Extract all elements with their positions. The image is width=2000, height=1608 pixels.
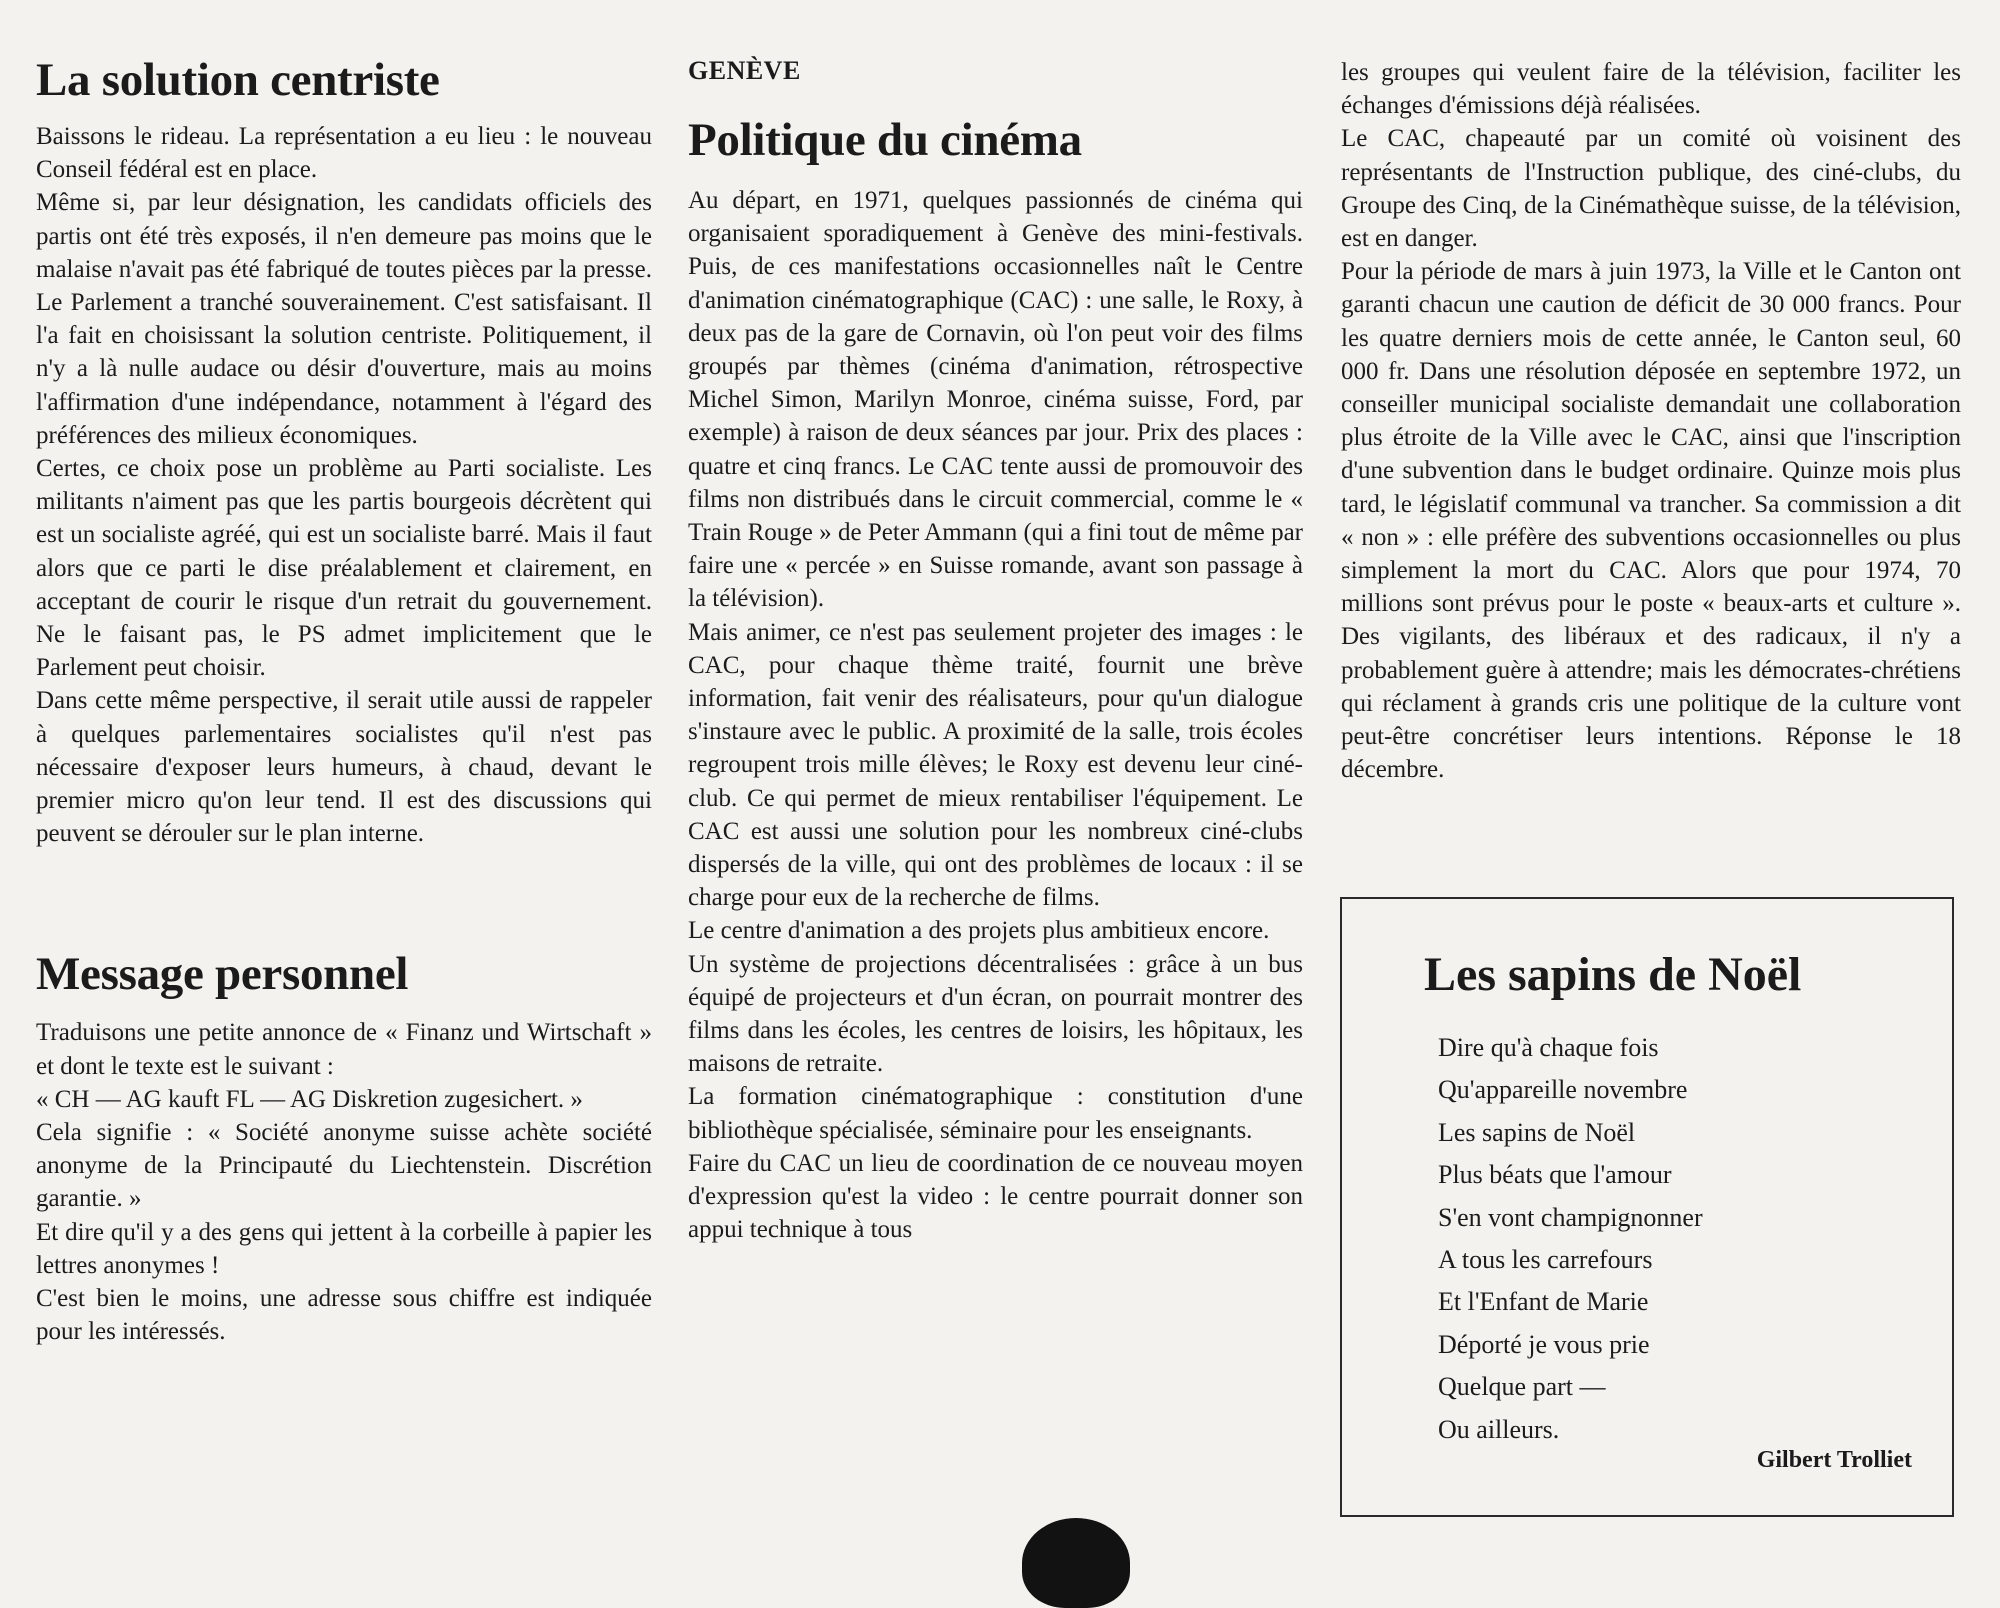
article-politique-du-cinema [688, 184, 1303, 1247]
poem-line: Les sapins de Noël [1438, 1117, 1636, 1147]
poem-line: Et l'Enfant de Marie [1438, 1287, 1649, 1317]
paragraph: Certes, ce choix pose un problème au Parti socialiste. Les militants n'aiment pas que les partis bourgeois décrètent qui est un socialiste agréé, qui est un socialiste barré. Mais il faut alors que ce parti le dise préalablement et clairement, en acceptant de courir le risque d'un retrait du gouvernement. Ne le faisant pas, le PS admet implicitement que le Parlement peut choisir. [36, 455, 652, 682]
paragraph: Un système de projections décentralisées : grâce à un bus équipé de projecteurs et d'un écran, on pourrait montrer des films dans les écoles, les centres de loisirs, les hôpitaux, les maisons de retraite. [688, 950, 1303, 1078]
paragraph: Dans cette même perspective, il serait utile aussi de rappeler à quelques parlementaires socialistes qu'il n'est pas nécessaire d'exposer leurs humeurs, à chaud, devant le premier micro qu'on leur tend. Il est des discussions qui peuvent se dérouler sur le plan interne. [36, 687, 652, 848]
article-continuation [1341, 56, 1961, 786]
paragraph: La formation cinématographique : constitution d'une bibliothèque spécialisée, séminaire pour les enseignants. [688, 1083, 1303, 1144]
column-right [1341, 0, 1961, 786]
poem-author: Gilbert Trolliet [1756, 1447, 1912, 1473]
paragraph: Mais animer, ce n'est pas seulement projeter des images : le CAC, pour chaque thème traité, fournit une brève information, fait venir des réalisateurs, pour qu'un dialogue s'instaure avec le public. A proximité de la salle, trois écoles regroupent trois mille élèves; le Roxy est devenu leur ciné-club. Ce qui permet de mieux rentabiliser l'équipement. Le CAC est aussi une solution pour les nombreux ciné-clubs dispersés de la ville, qui ont des problèmes de locaux : il se charge pour eux de la recherche de films. [688, 618, 1303, 912]
ink-blot [1022, 1518, 1130, 1608]
poem-lines [1438, 1027, 1703, 1451]
poem-line: S'en vont champignonner [1438, 1202, 1703, 1232]
headline-message-personnel: Message personnel [36, 948, 409, 1001]
paragraph: Cela signifie : « Société anonyme suisse achète société anonyme de la Principauté du Liechtenstein. Discrétion garantie. » [36, 1119, 652, 1213]
headline-solution-centriste: La solution centriste [36, 54, 440, 106]
paragraph: Le CAC, chapeauté par un comité où voisinent des représentants de l'Instruction publique, des ciné-clubs, du Groupe des Cinq, de la Cinémathèque suisse, de la télévision, est en danger. [1341, 125, 1961, 253]
article-message-personnel [36, 1016, 652, 1348]
paragraph: Faire du CAC un lieu de coordination de ce nouveau moyen d'expression qu'est la video : le centre pourrait donner son appui technique à tous [688, 1149, 1303, 1244]
poem-line: Plus béats que l'amour [1438, 1160, 1672, 1190]
paragraph: Et dire qu'il y a des gens qui jettent à la corbeille à papier les lettres anonymes ! [36, 1218, 652, 1279]
paragraph: Pour la période de mars à juin 1973, la Ville et le Canton ont garanti chacun une caution de déficit de 30 000 francs. Pour les quatre derniers mois de cette année, le Canton seul, 60 000 fr. Dans une résolution déposée en septembre 1972, un conseiller municipal socialiste demandait une collaboration plus étroite de la Ville avec le CAC, ainsi que l'inscription d'une subvention dans le budget ordinaire. Quinze mois plus tard, le législatif communal va trancher. Sa commission a dit « non » : elle préfère des subventions occasionnelles ou plus simplement la mort du CAC. Alors que pour 1974, 70 millions sont prévus pour le poste « beaux-arts et culture ». Des vigilants, des libéraux et des radicaux, il n'y a probablement guère à attendre; mais les démocrates-chrétiens qui réclament à grands cris une politique de la culture vont peut-être concrétiser leurs intentions. Réponse le 18 décembre. [1341, 258, 1961, 784]
poem-line: Quelque part — [1438, 1372, 1606, 1402]
paragraph: Le centre d'animation a des projets plus ambitieux encore. [688, 917, 1270, 945]
headline-politique-du-cinema: Politique du cinéma [688, 114, 1082, 166]
paragraph: Baissons le rideau. La représentation a eu lieu : le nouveau Conseil fédéral est en place. [36, 123, 652, 184]
paragraph: Traduisons une petite annonce de « Finanz und Wirtschaft » et dont le texte est le suivant : [36, 1019, 652, 1080]
poem-line: Qu'appareille novembre [1438, 1075, 1688, 1105]
column-left [36, 0, 652, 1349]
paragraph: les groupes qui veulent faire de la télévision, faciliter les échanges d'émissions déjà réalisées. [1341, 59, 1961, 120]
poem-line: A tous les carrefours [1438, 1245, 1653, 1275]
paragraph: Même si, par leur désignation, les candidats officiels des partis ont été très exposés, il n'en demeure pas moins que le malaise n'avait pas été fabriqué de toutes pièces par la presse. Le Parlement a tranché souverainement. C'est satisfaisant. Il l'a fait en choisissant la solution centriste. Politiquement, il n'y a là nulle audace ou désir d'ouverture, mais au moins l'affirmation d'une indépendance, notamment à l'égard des préférences des milieux économiques. [36, 189, 652, 449]
section-kicker: GENÈVE [688, 56, 801, 85]
article-solution-centriste [36, 120, 652, 850]
paragraph: « CH — AG kauft FL — AG Diskretion zugesichert. » [36, 1085, 583, 1113]
paragraph: Au départ, en 1971, quelques passionnés de cinéma qui organisaient sporadiquement à Genève des mini-festivals. Puis, de ces manifestations occasionnelles naît le Centre d'animation cinématographique (CAC) : une salle, le Roxy, à deux pas de la gare de Cornavin, où l'on peut voir des films groupés par thèmes (cinéma d'animation, rétrospective Michel Simon, Marilyn Monroe, cinéma suisse, Ford, par exemple) à raison de deux séances par jour. Prix des places : quatre et cinq francs. Le CAC tente aussi de promouvoir des films non distribués dans le circuit commercial, comme le « Train Rouge » de Peter Ammann (qui a fini tout de même par faire une « percée » en Suisse romande, avant son passage à la télévision). [688, 187, 1303, 613]
poem-line: Ou ailleurs. [1438, 1414, 1560, 1444]
paragraph: C'est bien le moins, une adresse sous chiffre est indiquée pour les intéressés. [36, 1285, 652, 1346]
poem-box [1340, 897, 1954, 1517]
column-middle [688, 0, 1303, 1247]
poem-line: Déporté je vous prie [1438, 1329, 1650, 1359]
poem-line: Dire qu'à chaque fois [1438, 1033, 1659, 1062]
poem-title: Les sapins de Noël [1424, 948, 1802, 1001]
